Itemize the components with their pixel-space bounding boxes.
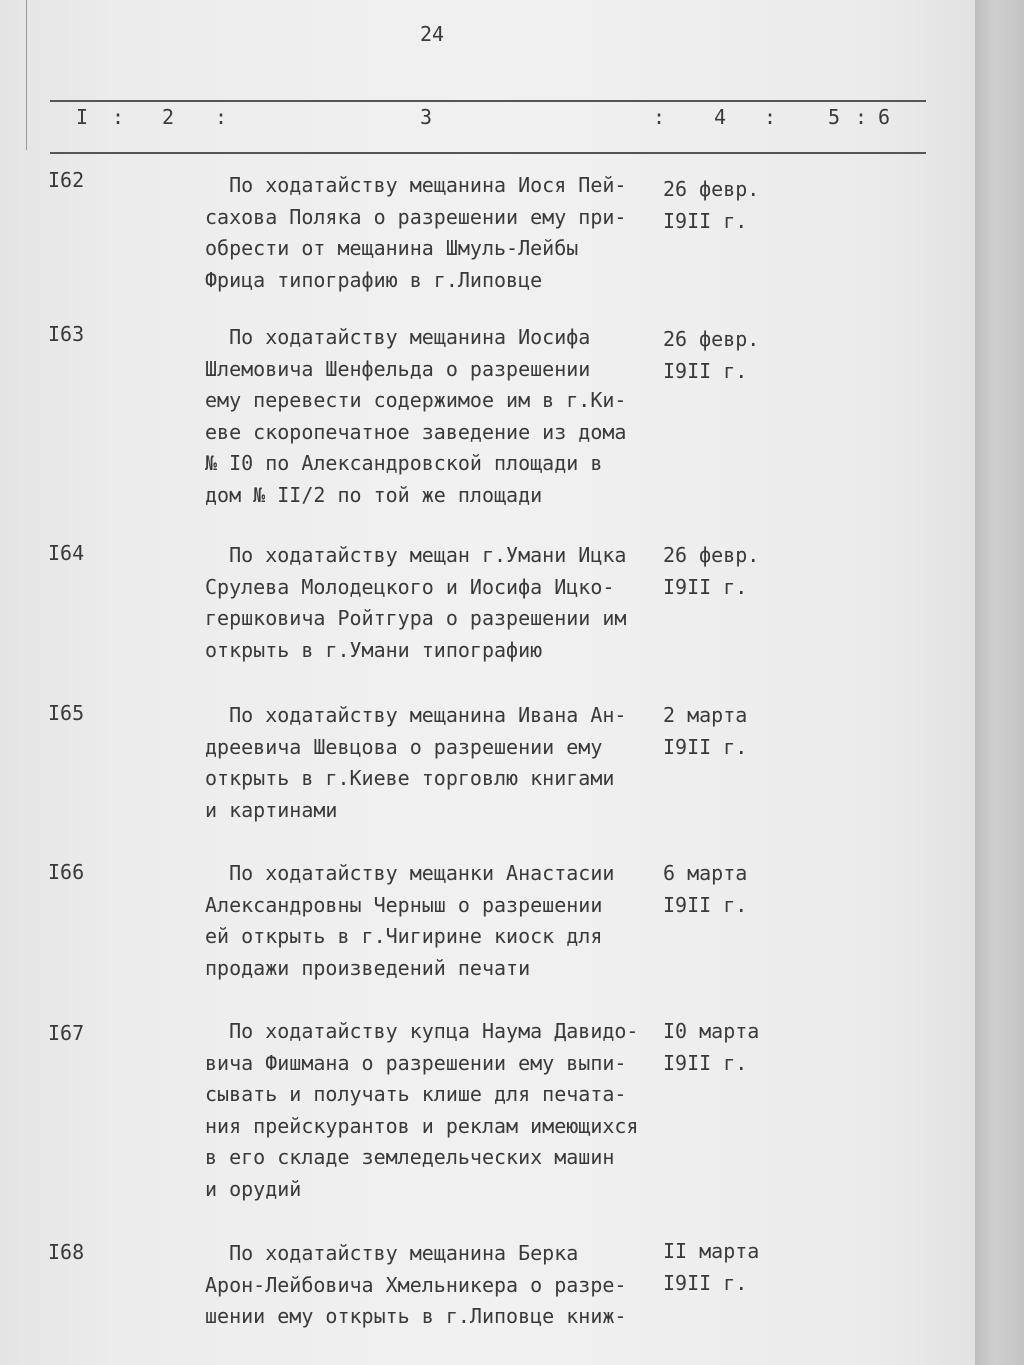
column-header-5: 5 <box>828 105 841 129</box>
column-header-3: 3 <box>420 105 433 129</box>
table-header-bottom-rule <box>50 152 926 154</box>
entry-text: По ходатайству мещан г.Умани Ицка Срулева Молодецкого и Иосифа Ицко- гершковича Ройтгура о разрешении им открыть в г.Умани типографию <box>205 543 627 662</box>
entry-date: 26 февр. I9II г. <box>663 177 760 233</box>
entry-date: 2 марта I9II г. <box>663 703 748 759</box>
entry-number: I67 <box>48 1021 85 1045</box>
entry-text: По ходатайству мещанина Ивана Ан- дреевича Шевцова о разрешении ему открыть в г.Киеве торговлю книгами и картинами <box>205 703 627 822</box>
entry-text: По ходатайству мещанки Анастасии Александровны Черныш о разрешении ей открыть в г.Чигирине киоск для продажи произведений печати <box>205 861 615 980</box>
column-separator: : <box>764 105 777 129</box>
column-header-4: 4 <box>714 105 727 129</box>
column-header-1: I <box>76 105 89 129</box>
entry-text: По ходатайству мещанина Иося Пей- сахова Поляка о разрешении ему при- обрести от мещанина Шмуль-Лейбы Фрица типографию в г.Липовце <box>205 173 627 292</box>
entry-date: I0 марта I9II г. <box>663 1019 760 1075</box>
binding-margin <box>0 0 27 150</box>
entry-date: II марта I9II г. <box>663 1239 760 1295</box>
entry-number: I65 <box>48 701 85 725</box>
table-header-top-rule <box>50 100 926 102</box>
entry-number: I66 <box>48 860 85 884</box>
entry-date: 26 февр. I9II г. <box>663 327 760 383</box>
entry-number: I63 <box>48 322 85 346</box>
column-separator: : <box>855 105 868 129</box>
entry-number: I68 <box>48 1240 85 1264</box>
entry-text: По ходатайству купца Наума Давидо- вича Фишмана о разрешении ему выпи- сывать и получать клише для печата- ния прейскурантов и реклам имеющихся в его складе земледельческих машин и орудий <box>205 1019 639 1201</box>
column-separator: : <box>112 105 125 129</box>
column-separator: : <box>215 105 228 129</box>
column-header-2: 2 <box>162 105 175 129</box>
column-separator: : <box>653 105 666 129</box>
entry-date: 6 марта I9II г. <box>663 861 748 917</box>
entry-number: I62 <box>48 168 85 192</box>
column-header-6: 6 <box>878 105 891 129</box>
entry-text: По ходатайству мещанина Иосифа Шлемовича Шенфельда о разрешении ему перевести содержимое им в г.Ки- еве скоропечатное заведение из дома № I0 по Александровской площади в дом № II/2 по той же площади <box>205 325 627 507</box>
entry-number: I64 <box>48 541 85 565</box>
page-number: 24 <box>420 22 445 46</box>
entry-text: По ходатайству мещанина Берка Арон-Лейбовича Хмельникера о разре- шении ему открыть в г.Липовце книж- <box>205 1241 627 1328</box>
page-edge <box>975 0 1024 1365</box>
entry-date: 26 февр. I9II г. <box>663 543 760 599</box>
